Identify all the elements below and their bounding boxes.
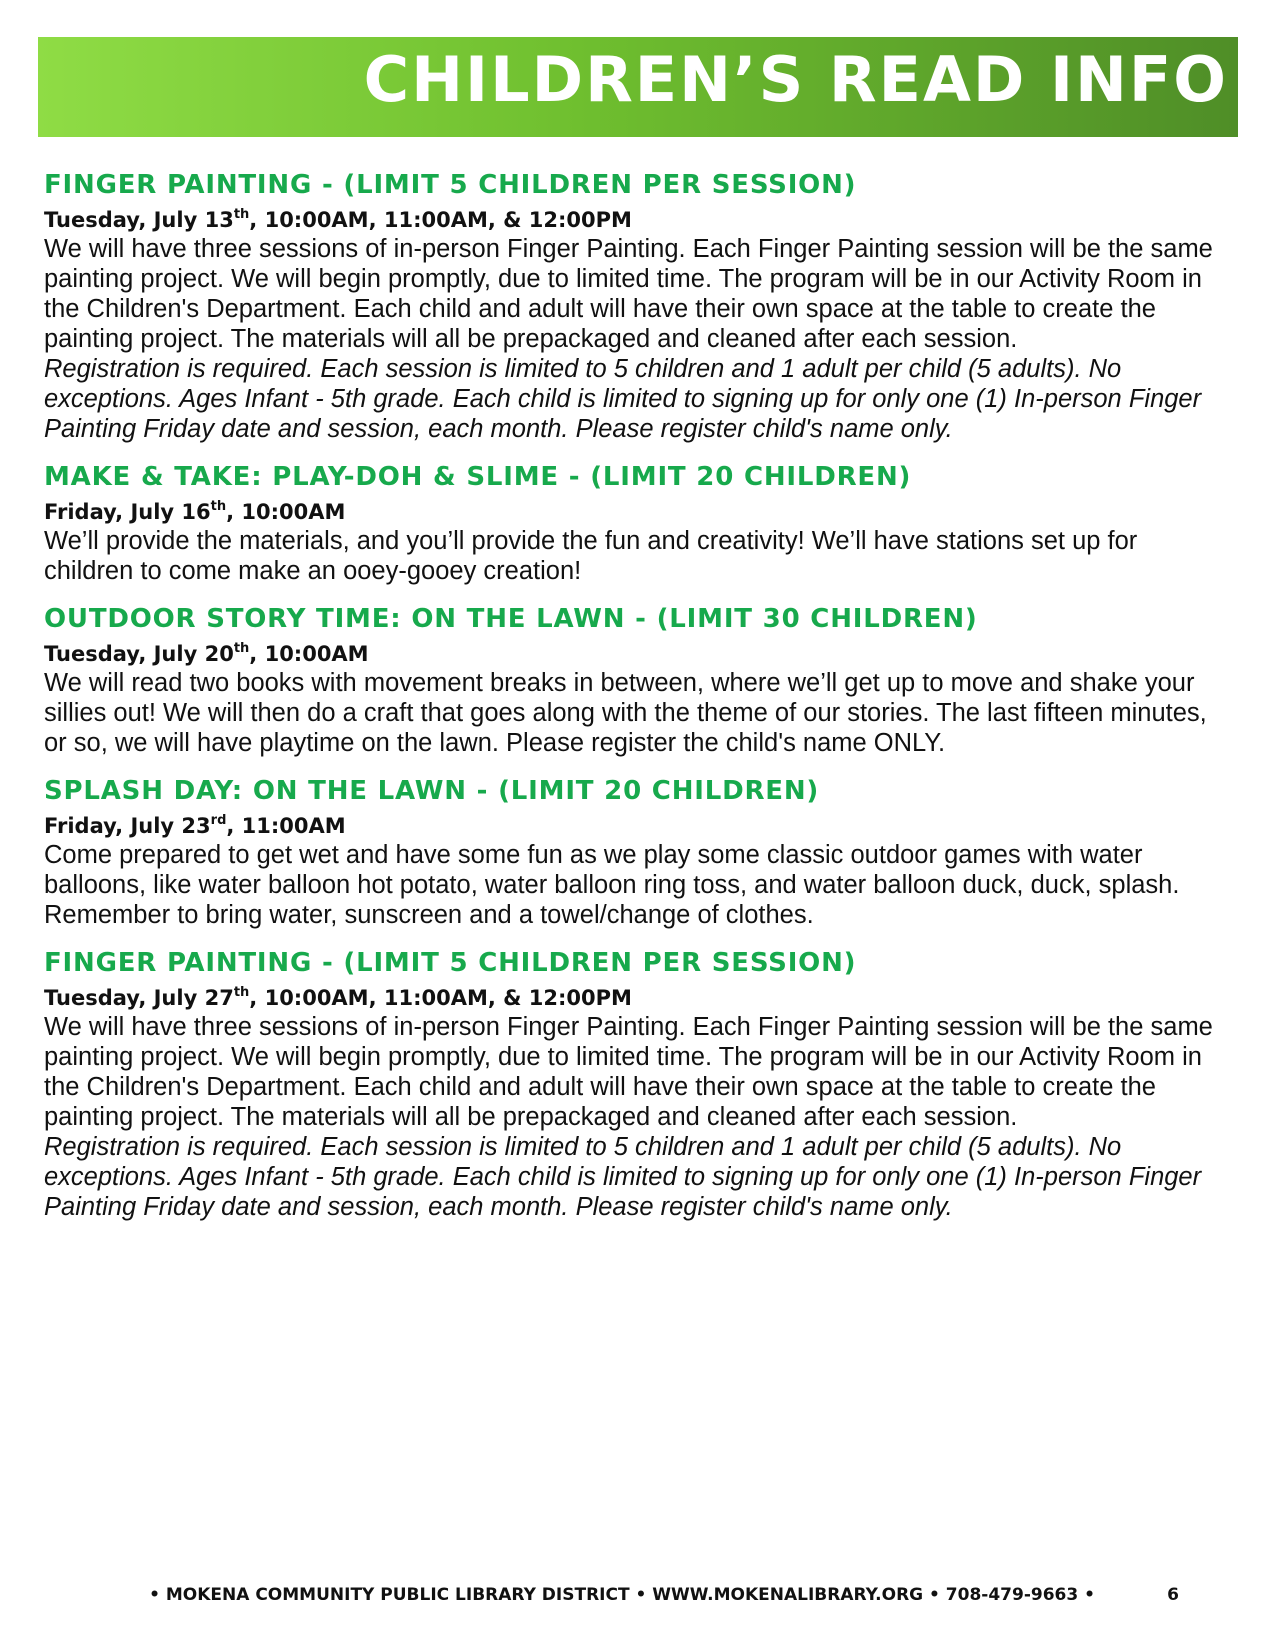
event-title: SPLASH DAY: ON THE LAWN - (LIMIT 20 CHILDREN) [44, 776, 820, 806]
page-title: CHILDREN’S READ INFO [363, 43, 1228, 116]
event-description: We will have three sessions of in-person Finger Painting. Each Finger Painting session will be the same painting project. We will begin promptly, due to limited time. The program will be in our Activity Room in the Children's Department. Each child and adult will have their own space at the table to create the painting project. The materials will all be prepackaged and cleaned after each session. [44, 235, 1213, 353]
page-footer [0, 1585, 1275, 1615]
event-finger-painting-july-13 [44, 170, 1224, 444]
event-description: We will read two books with movement breaks in between, where we’ll get up to move and shake your sillies out! We will then do a craft that goes along with the theme of our stories. The last fifteen minutes, or so, we will have playtime on the lawn. Please register the child's name ONLY. [44, 669, 1207, 757]
header-banner [38, 37, 1238, 137]
event-description: We’ll provide the materials, and you’ll provide the fun and creativity! We’ll have stations set up for children to come make an ooey-gooey creation! [44, 527, 1138, 585]
event-date [44, 986, 1224, 1010]
event-date [44, 500, 1224, 524]
footer-contact-line: • MOKENA COMMUNITY PUBLIC LIBRARY DISTRICT • WWW.MOKENALIBRARY.ORG • 708-479-9663 • [149, 1585, 1095, 1605]
event-date-ordinal: th [210, 499, 227, 514]
event-title: MAKE & TAKE: PLAY-DOH & SLIME - (LIMIT 20 CHILDREN) [44, 462, 912, 492]
event-splash-day [44, 776, 1224, 930]
event-times: , 10:00AM, 11:00AM, & 12:00PM [249, 986, 632, 1010]
event-date-main: Tuesday, July 27 [44, 986, 234, 1010]
event-date [44, 642, 1224, 666]
event-times: , 10:00AM [249, 642, 369, 666]
event-date-ordinal: th [233, 641, 250, 656]
event-date-ordinal: th [233, 207, 250, 222]
event-title: FINGER PAINTING - (LIMIT 5 CHILDREN PER SESSION) [44, 170, 857, 200]
event-make-and-take [44, 462, 1224, 586]
event-date-ordinal: th [233, 985, 250, 1000]
event-outdoor-story-time [44, 604, 1224, 758]
event-date-main: Tuesday, July 13 [44, 208, 234, 232]
event-registration-note: Registration is required. Each session is limited to 5 children and 1 adult per child (5 adults). No exceptions. Ages Infant - 5th grade. Each child is limited to signing up for only one (1) In-person Finger Painting Friday date and session, each month. Please register child's name only. [44, 355, 1202, 443]
event-date [44, 208, 1224, 232]
event-finger-painting-july-27 [44, 948, 1224, 1222]
event-date-main: Tuesday, July 20 [44, 642, 234, 666]
event-registration-note: Registration is required. Each session is limited to 5 children and 1 adult per child (5 adults). No exceptions. Ages Infant - 5th grade. Each child is limited to signing up for only one (1) In-person Finger Painting Friday date and session, each month. Please register child's name only. [44, 1133, 1202, 1221]
event-title: FINGER PAINTING - (LIMIT 5 CHILDREN PER SESSION) [44, 948, 857, 978]
event-times: , 10:00AM [226, 500, 346, 524]
event-description: We will have three sessions of in-person Finger Painting. Each Finger Painting session will be the same painting project. We will begin promptly, due to limited time. The program will be in our Activity Room in the Children's Department. Each child and adult will have their own space at the table to create the painting project. The materials will all be prepackaged and cleaned after each session. [44, 1013, 1213, 1131]
event-date-main: Friday, July 23 [44, 814, 211, 838]
events-list [44, 170, 1224, 1240]
page-number: 6 [1167, 1585, 1179, 1605]
event-description: Come prepared to get wet and have some fun as we play some classic outdoor games with water balloons, like water balloon hot potato, water balloon ring toss, and water balloon duck, duck, splash. Remember to bring water, sunscreen and a towel/change of clothes. [44, 841, 1180, 929]
event-times: , 10:00AM, 11:00AM, & 12:00PM [249, 208, 632, 232]
event-date [44, 814, 1224, 838]
event-title: OUTDOOR STORY TIME: ON THE LAWN - (LIMIT 30 CHILDREN) [44, 604, 978, 634]
event-times: , 11:00AM [226, 814, 346, 838]
event-date-main: Friday, July 16 [44, 500, 211, 524]
event-date-ordinal: rd [210, 813, 227, 828]
